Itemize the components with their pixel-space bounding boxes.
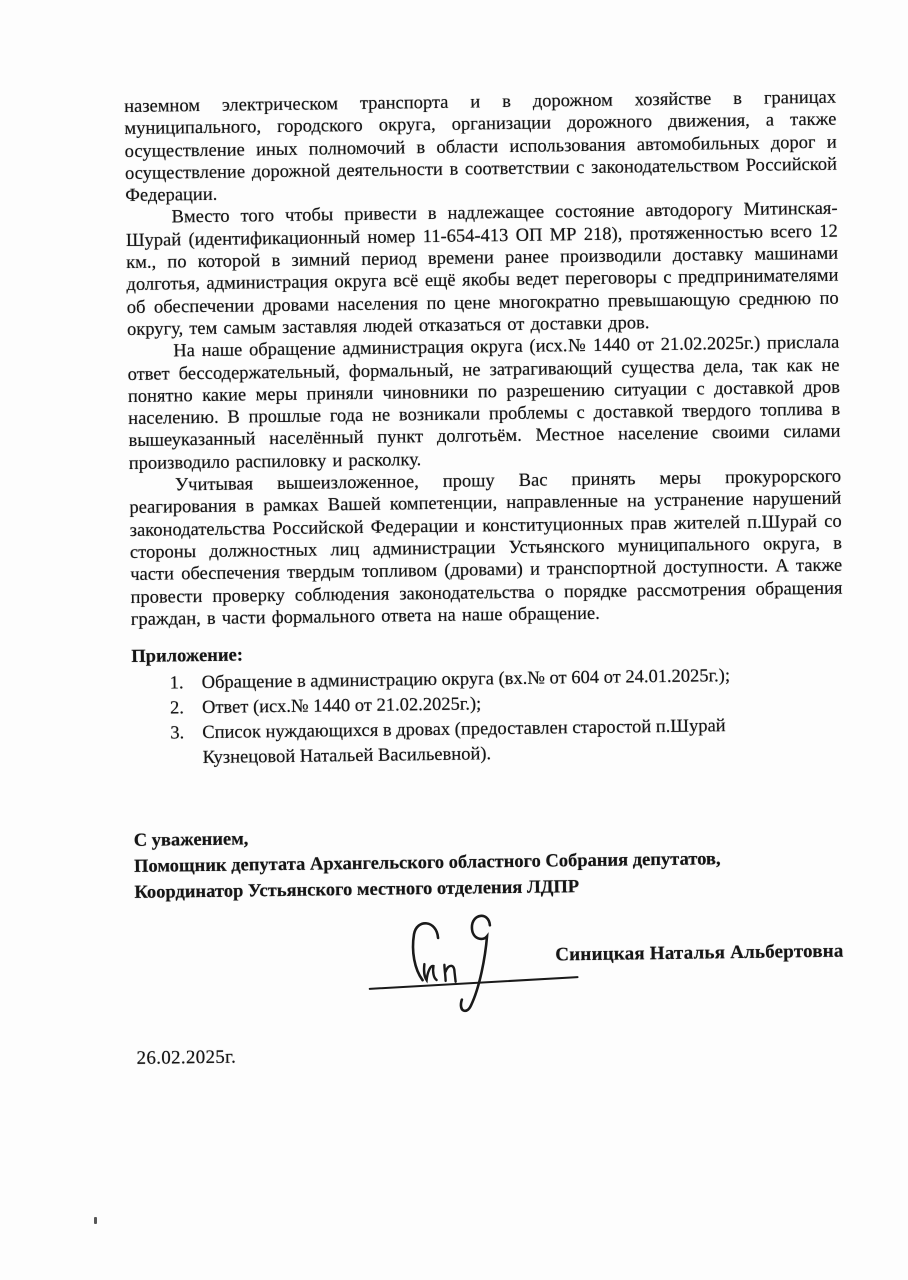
attachment-item [170,713,845,772]
body-paragraph: Учитывая вышеизложенное, прошу Вас принять меры прокурорского реагирования в рамках Вашей компетенции, направленные на устранение нарушений законодательства Российской Федерации и конституционных прав жителей п.Шурай со стороны должностных лиц администрации Устьянского муниципального округа, в части обеспечения твердым топливом (дровами) и транспортной доступности. А также провести проверку соблюдения законодательства о порядке рассмотрения обращения граждан, в части формального ответа на наше обращение. [129,466,843,630]
document-date: 26.02.2025г. [136,1046,237,1070]
signer-position-line: Помощник депутата Архангельского областного Собрания депутатов, [133,849,721,878]
signer-position-line: Координатор Устьянского местного отделения ЛДПР [134,877,580,904]
signature-row [135,903,848,1024]
body-paragraph: наземном электрическом транспорта и в дорожном хозяйстве в границах муниципального, городского округа, организации дорожного движения, а также осуществление иных полномочий в области использования автомобильных дорог и осуществление дорожной деятельности в соответствии с законодательством Российской Федерации. [124,87,838,207]
scan-artifact-speck [94,1217,97,1224]
attachment-number: 3. [170,723,185,744]
letter-body [124,87,843,631]
attachment-number: 1. [169,673,184,694]
attachment-text: Обращение в администрацию округа (вх.№ от 604 от 24.01.2025г.); [201,666,731,694]
letter-content [124,87,849,1071]
signer-name: Синицкая Наталья Альбертовна [555,940,844,966]
body-paragraph: На наше обращение администрация округа (исх.№ 1440 от 21.02.2025г.) прислала ответ бессодержательный, формальный, не затрагивающий существа дела, так как не понятно какие меры приняли чиновники по разрешению ситуации с доставкой дров населению. В прошлые года не возникали проблемы с доставкой твердого топлива в вышеуказанный населённый пункт долготьём. Местное население своими силами производило распиловку и расколку. [127,332,841,474]
attachment-text: Список нуждающихся в дровах (предоставлен старостой п.Шурай Кузнецовой Натальей Васильевной). [202,716,726,769]
handwritten-signature-icon [367,906,582,1019]
attachment-number: 2. [169,698,185,719]
sign-off-block [134,819,847,906]
body-paragraph: Вместо того чтобы привести в надлежащее состояние автодорогу Митинская-Шурай (идентификационный номер 11-654-413 ОП МР 218), протяженностью всего 12 км., по которой в зимний период времени ранее производили доставку машинами долготья, администрация округа всё ещё якобы ведет переговоры с предпринимателями об обеспечении дровами населения по цене многократно превышающую среднюю по округу, тем самым заставляя людей отказаться от доставки дров. [125,199,839,340]
attachments-section [131,636,845,772]
attachment-text: Ответ (исх.№ 1440 от 21.02.2025г.); [201,694,482,719]
sign-off-line: С уважением, [133,829,249,852]
attachments-title: Приложение: [131,645,244,668]
